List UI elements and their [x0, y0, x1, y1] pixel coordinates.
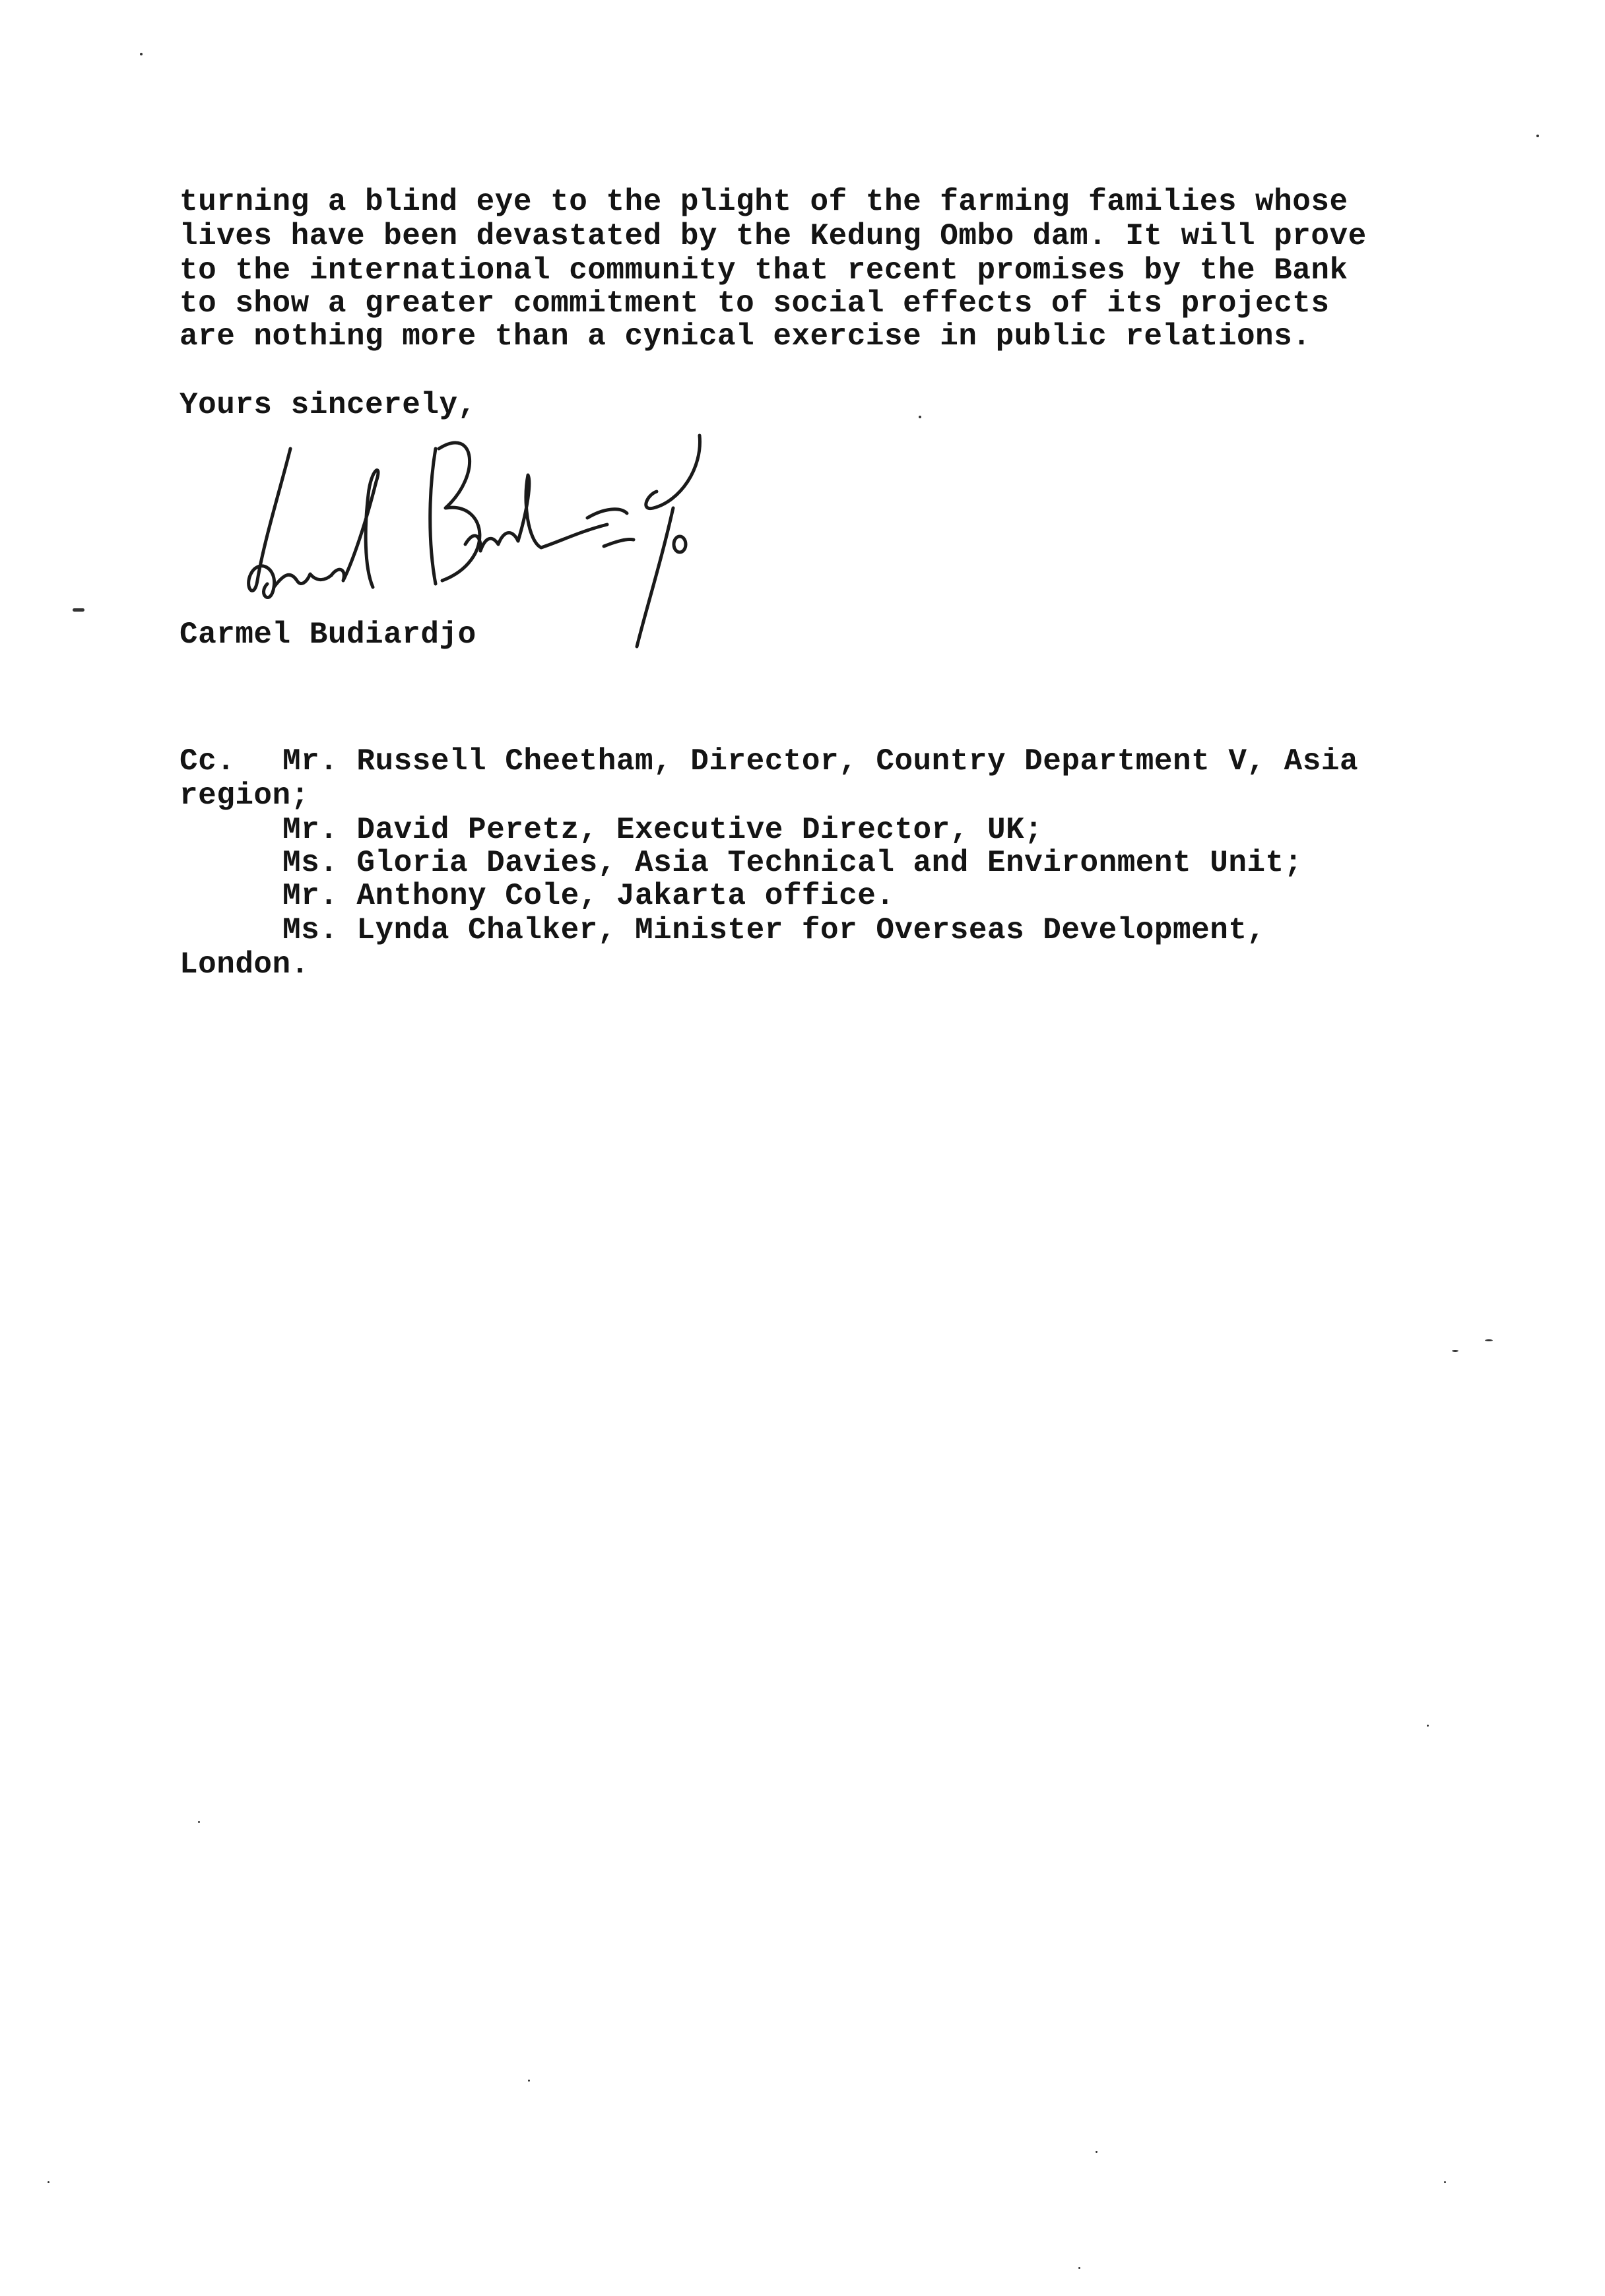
- cc-recipient-continuation: region;: [180, 779, 310, 813]
- valediction: Yours sincerely,: [180, 388, 476, 422]
- cc-recipient: Mr. David Peretz, Executive Director, UK;: [282, 813, 1043, 847]
- paragraph-line: to the international community that recent promises by the Bank: [180, 253, 1348, 288]
- cc-recipient: Mr. Anthony Cole, Jakarta office.: [282, 879, 895, 913]
- paragraph-line: lives have been devastated by the Kedung Ombo dam. It will prove: [180, 219, 1367, 253]
- scan-speck: [1536, 135, 1539, 137]
- scan-speck: [1485, 1339, 1493, 1341]
- scan-speck: [73, 608, 84, 612]
- cc-recipient: Mr. Russell Cheetham, Director, Country Department V, Asia: [282, 744, 1359, 779]
- paragraph-line: are nothing more than a cynical exercise in public relations.: [180, 319, 1311, 354]
- cc-recipient-continuation: London.: [180, 947, 310, 982]
- paragraph-line: turning a blind eye to the plight of the farming families whose: [180, 185, 1348, 219]
- scan-speck: [1444, 2181, 1446, 2183]
- scan-speck: [1427, 1725, 1429, 1727]
- cc-label: Cc.: [180, 744, 236, 779]
- scan-speck: [1452, 1350, 1458, 1352]
- scan-speck: [919, 416, 921, 418]
- scan-speck: [528, 2080, 530, 2082]
- scan-speck: [140, 53, 143, 55]
- scan-speck: [1096, 2151, 1097, 2153]
- signatory-name: Carmel Budiardjo: [180, 618, 476, 652]
- scan-speck: [198, 1821, 200, 1823]
- scan-speck: [1078, 2267, 1080, 2269]
- scan-speck: [48, 2181, 49, 2183]
- cc-recipient: Ms. Gloria Davies, Asia Technical and Environment Unit;: [282, 846, 1303, 880]
- paragraph-line: to show a greater commitment to social effects of its projects: [180, 286, 1330, 321]
- cc-recipient: Ms. Lynda Chalker, Minister for Overseas Development,: [282, 913, 1266, 947]
